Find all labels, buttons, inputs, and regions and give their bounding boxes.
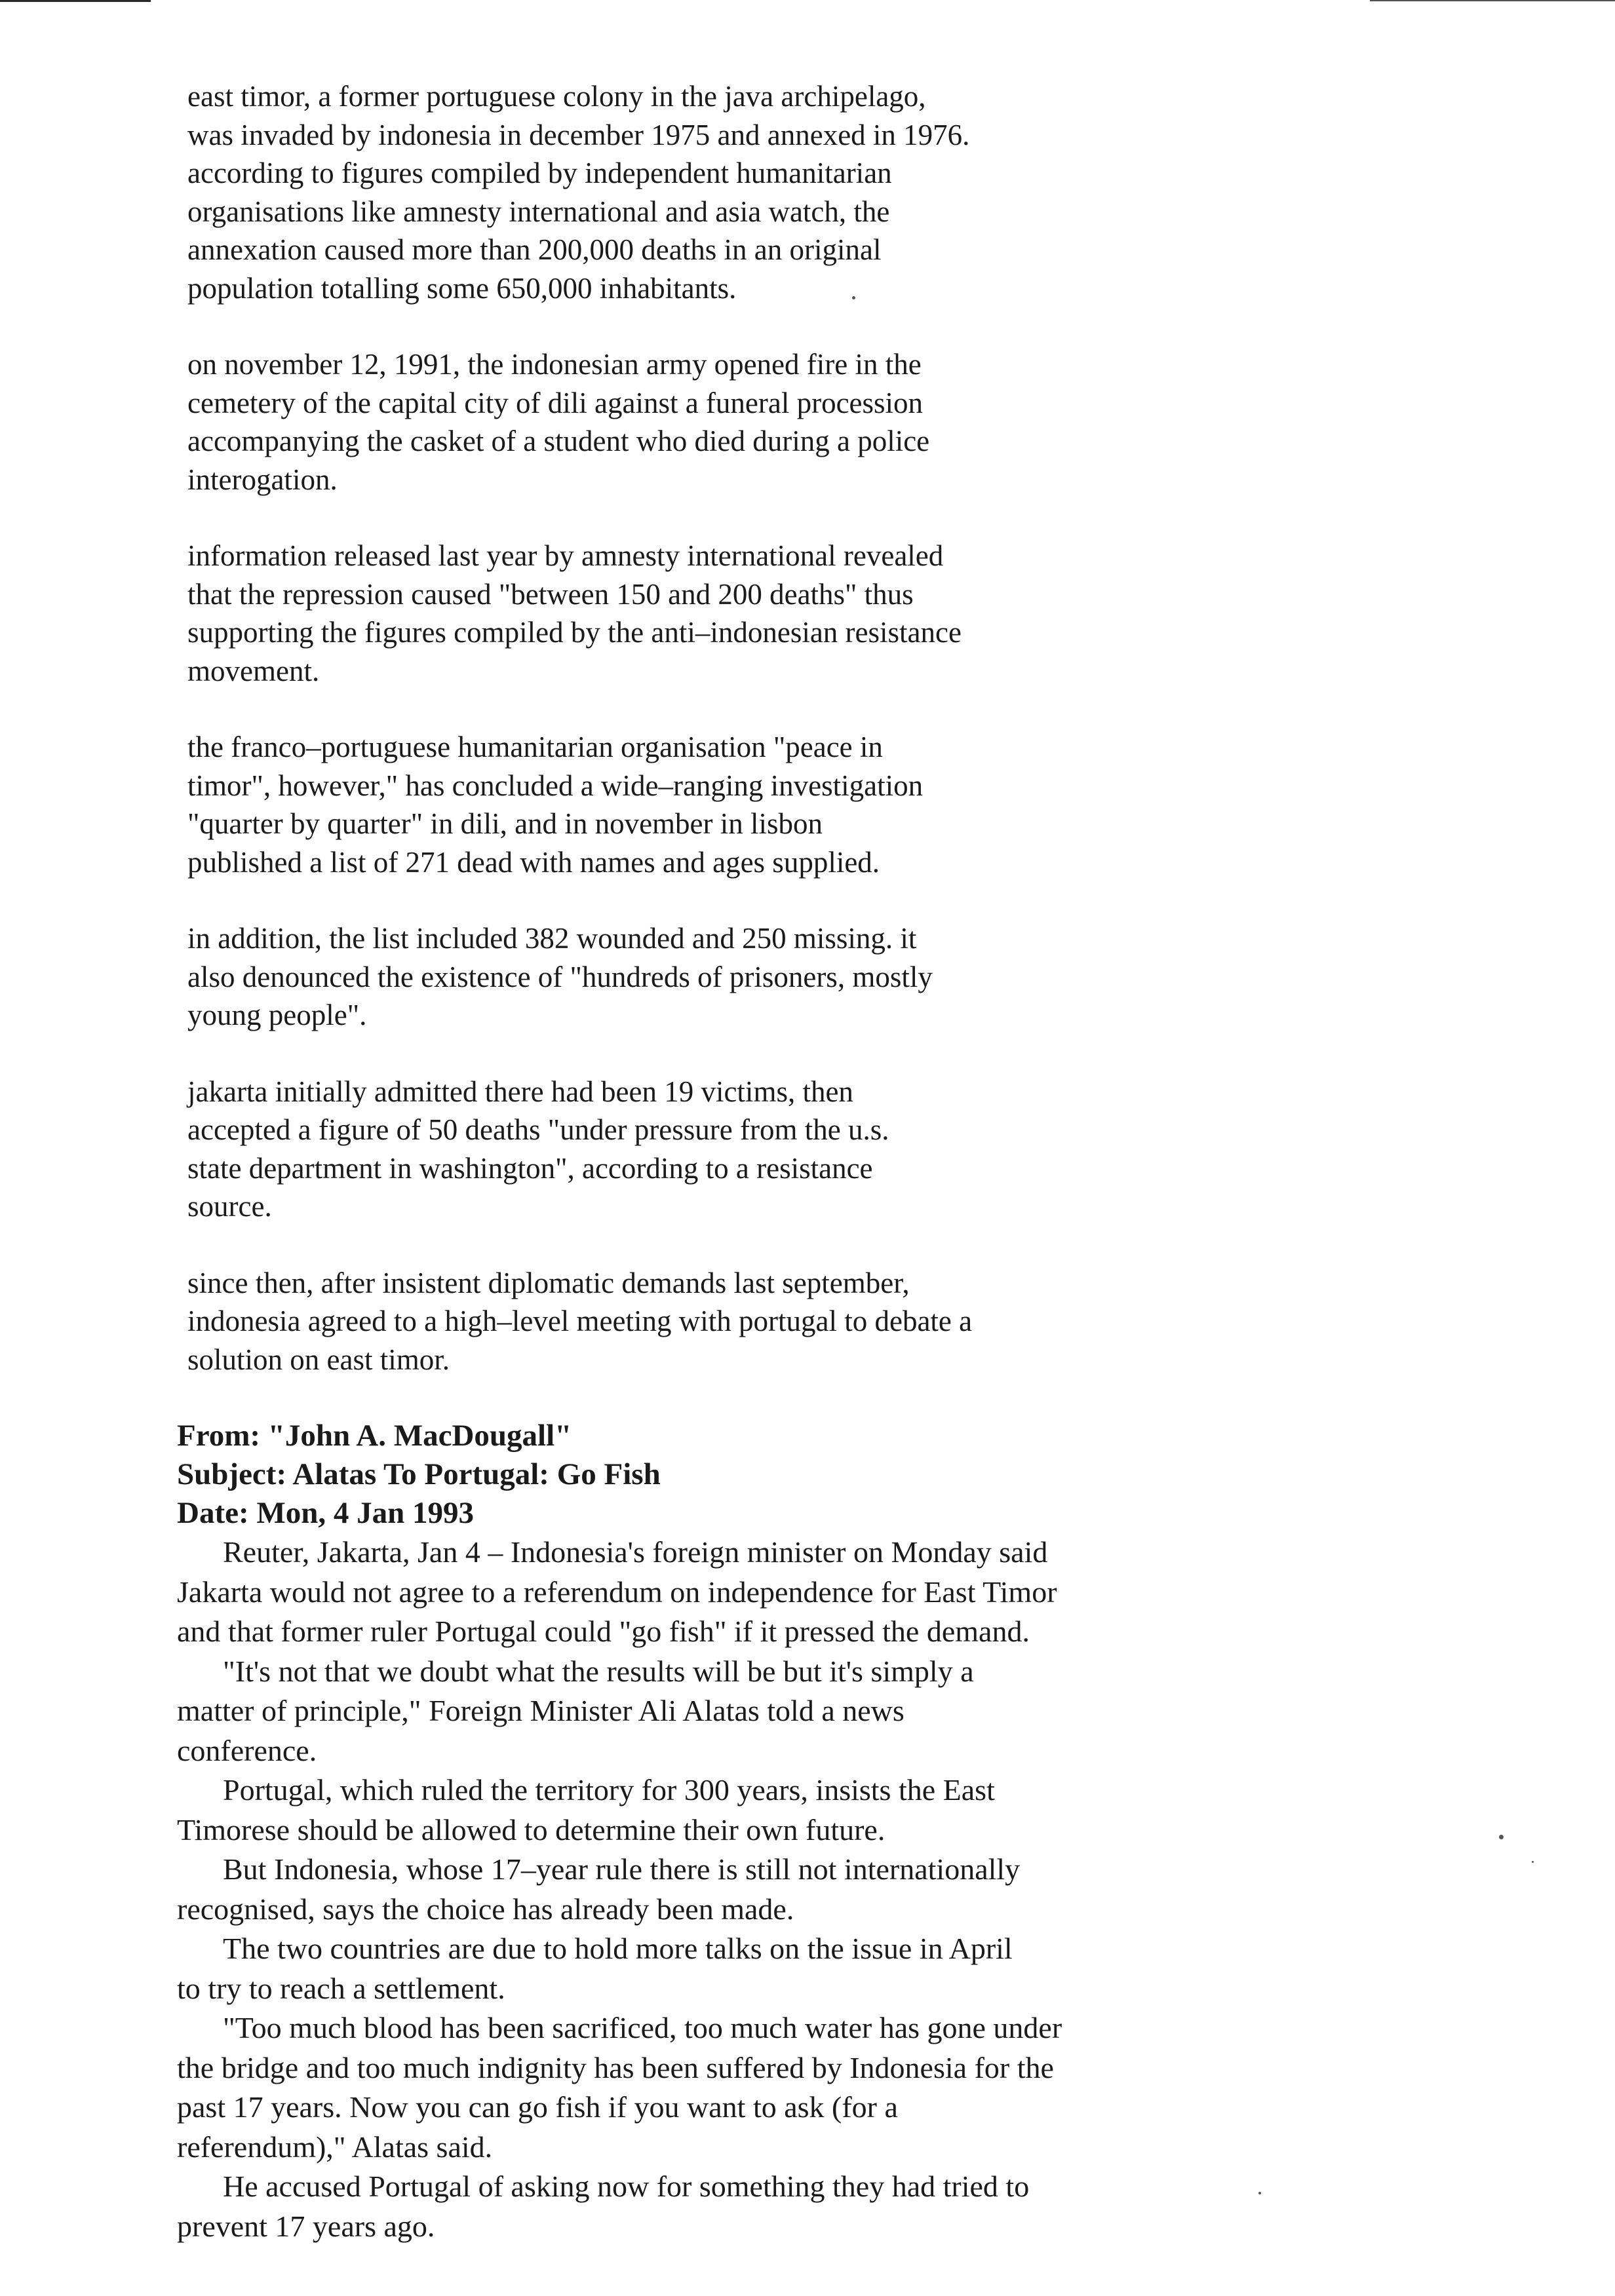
article-line: matter of principle," Foreign Minister Ali Alatas told a news — [177, 1694, 905, 1727]
article-line: and that former ruler Portugal could "go fish" if it pressed the demand. — [177, 1615, 1030, 1648]
article-line: prevent 17 years ago. — [177, 2209, 435, 2243]
article-line: The two countries are due to hold more talks on the issue in April — [223, 1932, 1013, 1965]
text-line: movement. — [187, 654, 320, 687]
paragraph — [187, 1073, 1422, 1226]
article-line: He accused Portugal of asking now for something they had tried to — [223, 2170, 1030, 2203]
header-subject: Subject: Alatas To Portugal: Go Fish — [177, 1457, 661, 1491]
article-body — [177, 1533, 1422, 2246]
article-line: Timorese should be allowed to determine their own future. — [177, 1812, 885, 1846]
text-line: state department in washington", according to a resistance — [187, 1151, 873, 1185]
text-line: east timor, a former portuguese colony in the java archipelago, — [187, 80, 926, 113]
text-line: accompanying the casket of a student who died during a police — [187, 425, 930, 457]
article-line: "Too much blood has been sacrificed, too much water has gone under — [223, 2011, 1062, 2044]
text-line: indonesia agreed to a high–level meeting with portugal to debate a — [187, 1305, 973, 1337]
paragraph — [187, 537, 1422, 690]
scan-edge-line-left — [0, 0, 151, 2]
document-page — [177, 77, 1422, 2246]
text-line: jakarta initially admitted there had been 19 victims, then — [187, 1075, 853, 1108]
paragraph — [187, 919, 1422, 1035]
text-line: according to figures compiled by independent humanitarian — [187, 157, 892, 189]
article-line: "It's not that we doubt what the results will be but it's simply a — [223, 1654, 974, 1688]
text-line: population totalling some 650,000 inhabitants. — [187, 271, 737, 305]
article-line: referendum)," Alatas said. — [177, 2130, 493, 2164]
text-line: published a list of 271 dead with names and ages supplied. — [187, 845, 880, 879]
text-line: "quarter by quarter" in dili, and in november in lisbon — [187, 807, 823, 840]
paragraph — [187, 345, 1422, 499]
article-line: the bridge and too much indignity has been suffered by Indonesia for the — [177, 2050, 1054, 2084]
text-line: accepted a figure of 50 deaths "under pressure from the u.s. — [187, 1113, 889, 1146]
text-line: information released last year by amnesty international revealed — [187, 539, 944, 572]
scan-speck — [1499, 1835, 1504, 1839]
text-line: supporting the figures compiled by the anti–indonesian resistance — [187, 616, 962, 649]
article-line: Reuter, Jakarta, Jan 4 – Indonesia's foreign minister on Monday said — [223, 1535, 1048, 1569]
header-from: From: "John A. MacDougall" — [177, 1419, 572, 1453]
message-header — [177, 1417, 1422, 1533]
scan-speck — [1532, 1861, 1534, 1863]
text-line: organisations like amnesty international and asia watch, the — [187, 195, 890, 228]
text-line: timor", however," has concluded a wide–ranging investigation — [187, 769, 924, 802]
article-line: conference. — [177, 1733, 317, 1767]
text-line: on november 12, 1991, the indonesian army opened fire in the — [187, 348, 922, 381]
article-line: past 17 years. Now you can go fish if you want to ask (for a — [177, 2090, 898, 2124]
article-line: to try to reach a settlement. — [177, 1971, 505, 2005]
text-line: source. — [187, 1190, 272, 1223]
text-line: cemetery of the capital city of dili against a funeral procession — [187, 386, 924, 419]
text-line: the franco–portuguese humanitarian organisation "peace in — [187, 731, 883, 763]
text-line: solution on east timor. — [187, 1343, 450, 1376]
text-line: was invaded by indonesia in december 1975 and annexed in 1976. — [187, 118, 970, 151]
text-line: since then, after insistent diplomatic demands last september, — [187, 1266, 910, 1299]
text-line: in addition, the list included 382 wounded and 250 missing. it — [187, 922, 917, 955]
article-line: Portugal, which ruled the territory for 300 years, insists the East — [223, 1773, 995, 1807]
text-line: interogation. — [187, 463, 338, 496]
paragraph — [187, 77, 1422, 307]
text-line: young people". — [187, 999, 367, 1031]
text-line: also denounced the existence of "hundreds of prisoners, mostly — [187, 960, 933, 993]
article-line: But Indonesia, whose 17–year rule there is still not internationally — [223, 1852, 1021, 1886]
text-line: annexation caused more than 200,000 deaths in an original — [187, 233, 882, 266]
news-summary — [177, 77, 1422, 1379]
paragraph — [187, 1264, 1422, 1379]
header-date: Date: Mon, 4 Jan 1993 — [177, 1496, 474, 1530]
text-line: that the repression caused "between 150 and 200 deaths" thus — [187, 577, 914, 611]
article-line: recognised, says the choice has already been made. — [177, 1892, 794, 1926]
paragraph — [187, 728, 1422, 881]
scan-speck — [1258, 2192, 1261, 2194]
scan-edge-line-right — [1370, 0, 1615, 1]
scan-speck — [852, 296, 855, 299]
article-line: Jakarta would not agree to a referendum on independence for East Timor — [177, 1575, 1057, 1609]
